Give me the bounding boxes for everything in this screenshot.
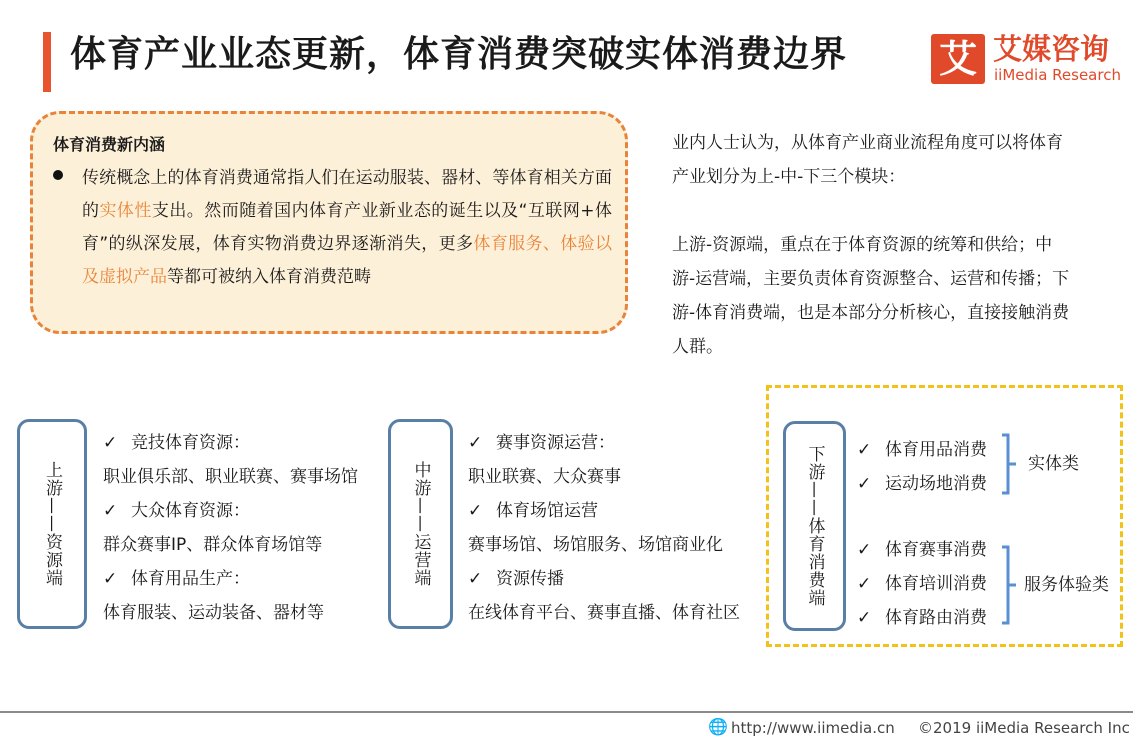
intro-heading: 体育消费新内涵 — [53, 135, 166, 154]
list-item-detail: 群众赛事IP、群众体育场馆等 — [103, 535, 323, 555]
physical-group-label: 实体类 — [1028, 454, 1079, 474]
service-group-label: 服务体验类 — [1024, 575, 1109, 595]
logo-mark: 艾 — [931, 34, 985, 84]
list-item: ✓ 资源传播 — [468, 562, 740, 596]
list-item: ✓ 体育赛事消费 — [857, 533, 987, 567]
highlight-physical: 实体性 — [99, 201, 152, 221]
check-icon: ✓ — [468, 501, 483, 521]
intro-paragraph: 传统概念上的体育消费通常指人们在运动服装、器材、等体育相关方面的实体性支出。然而随着国内体育产业新业态的诞生以及“互联网+体育”的纵深发展，体育实物消费边界逐渐消失，更多体育服务、体验以及虚拟产品等都可被纳入体育消费范畴 — [82, 168, 613, 287]
list-item-detail: 赛事场馆、场馆服务、场馆商业化 — [468, 535, 723, 555]
downstream-label-box — [783, 421, 846, 631]
check-icon: ✓ — [857, 608, 872, 628]
check-icon: ✓ — [857, 474, 872, 494]
list-item: ✓ 体育场馆运营 — [468, 494, 740, 528]
list-item: ✓ 赛事资源运营： — [468, 426, 740, 460]
page-title: 体育产业业态更新，体育消费突破实体消费边界 — [70, 34, 848, 75]
physical-consumption-list — [857, 433, 987, 501]
upstream-list — [103, 426, 358, 630]
title-accent-bar — [43, 32, 51, 92]
check-icon: ✓ — [468, 433, 483, 453]
check-icon: ✓ — [468, 569, 483, 589]
service-group-brace — [1000, 545, 1020, 625]
check-icon: ✓ — [103, 433, 118, 453]
list-item-detail: 职业俱乐部、职业联赛、赛事场馆 — [103, 467, 358, 487]
side-commentary — [672, 126, 1072, 364]
physical-group-brace — [1000, 433, 1020, 495]
highlight-services: 体育服务、体验以及虚拟产品 — [82, 234, 613, 287]
midstream-label: 中游——运营端 — [410, 461, 431, 587]
footer-website-link[interactable]: http://www.iimedia.cn — [731, 719, 895, 737]
list-item: ✓ 体育路由消费 — [857, 601, 987, 635]
list-item: ✓ 体育培训消费 — [857, 567, 987, 601]
upstream-label: 上游——资源端 — [42, 461, 62, 587]
check-icon: ✓ — [857, 440, 872, 460]
logo-name-en: iiMedia Research — [994, 66, 1121, 84]
bullet-dot-icon — [53, 170, 63, 180]
check-icon: ✓ — [857, 574, 872, 594]
list-item: ✓ 大众体育资源： — [103, 494, 358, 528]
list-item-detail: 体育服装、运动装备、器材等 — [103, 603, 324, 623]
list-item: ✓ 体育用品生产： — [103, 562, 358, 596]
service-consumption-list — [857, 533, 987, 635]
midstream-label-box — [388, 419, 453, 629]
check-icon: ✓ — [103, 569, 118, 589]
list-item: ✓ 竞技体育资源： — [103, 426, 358, 460]
upstream-label-box — [17, 419, 87, 629]
globe-icon: 🌐 — [708, 717, 728, 736]
check-icon: ✓ — [103, 501, 118, 521]
downstream-label: 下游——体育消费端 — [804, 445, 825, 607]
check-icon: ✓ — [857, 540, 872, 560]
side-para-1: 业内人士认为，从体育产业商业流程角度可以将体育产业划分为上-中-下三个模块： — [672, 133, 1063, 187]
list-item-detail: 在线体育平台、赛事直播、体育社区 — [468, 603, 740, 623]
logo-name-cn: 艾媒咨询 — [993, 32, 1110, 66]
midstream-list — [468, 426, 740, 630]
footer-divider — [0, 711, 1133, 713]
side-para-2: 上游-资源端，重点在于体育资源的统筹和供给；中游-运营端，主要负责体育资源整合、运营和传播；下游-体育消费端，也是本部分分析核心，直接接触消费人群。 — [672, 235, 1070, 357]
list-item-detail: 职业联赛、大众赛事 — [468, 467, 621, 487]
list-item: ✓ 运动场地消费 — [857, 467, 987, 501]
footer-copyright: ©2019 iiMedia Research Inc — [918, 719, 1130, 737]
list-item: ✓ 体育用品消费 — [857, 433, 987, 467]
